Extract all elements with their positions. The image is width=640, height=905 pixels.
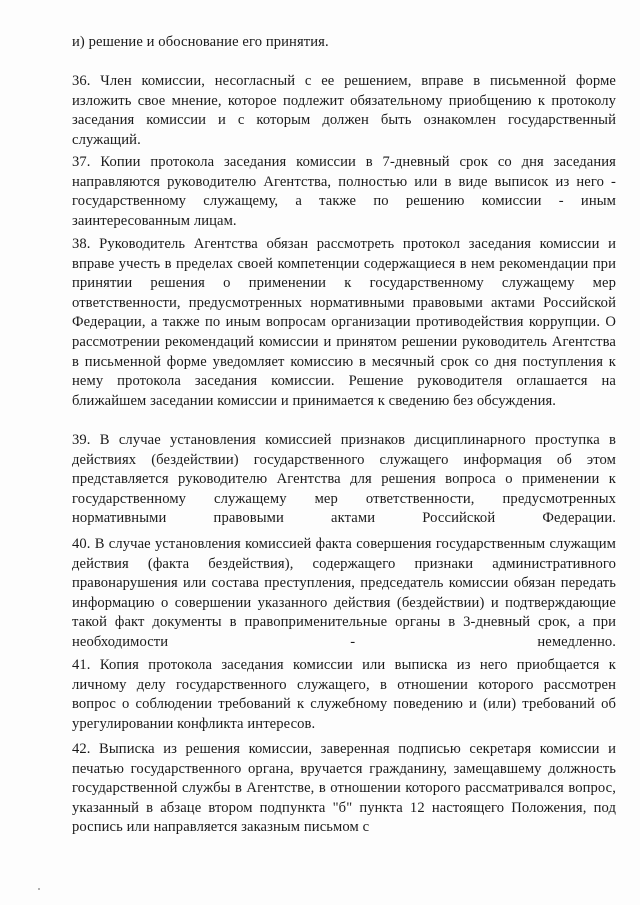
paragraph-42: 42. Выписка из решения комиссии, заверенная подписью секретаря комиссии и печатью государственного органа, вручается гражданину, замещавшему должность государственной службы в Агентстве, в отношении которого рассматривался вопрос, указанный в абзаце втором подпункта "б" пункта 12 настоящего Положения, под роспись или направляется заказным письмом с [72,741,616,836]
paragraph-39: 39. В случае установления комиссией признаков дисциплинарного проступка в действиях (бездействии) государственного служащего информация об этом представляется руководителю Агентства для решения вопроса о применении к государственному служащему мер ответственности, предусмотренных нормативными правовыми актами Российской Федерации. [72,432,616,527]
paragraph-38: 38. Руководитель Агентства обязан рассмотреть протокол заседания комиссии и вправе учесть в пределах своей компетенции содержащиеся в нем рекомендации при принятии решения о применении к государственному служащему мер ответственности, предусмотренных нормативными правовыми актами Российской Федерации, а также по иным вопросам организации противодействия коррупции. О рассмотрении рекомендаций комиссии и принятом решении руководитель Агентства в письменной форме уведомляет комиссию в месячный срок со дня поступления к нему протокола заседания комиссии. Решение руководителя оглашается на ближайшем заседании комиссии и принимается к сведению без обсуждения. [72,236,616,409]
paragraph-36: 36. Член комиссии, несогласный с ее решением, вправе в письменной форме изложить свое мнение, которое подлежит обязательному приобщению к протоколу заседания комиссии и с которым должен быть ознакомлен государственный служащий. [72,73,616,148]
paragraph-40: 40. В случае установления комиссией факта совершения государственным служащим действия (факта бездействия), содержащего признаки административного правонарушения или состава преступления, председатель комиссии обязан передать информацию о совершении указанного действия (бездействии) и подтверждающие такой факт документы в правоприменительные органы в 3-дневный срок, а при необходимости - немедленно. [72,536,616,650]
paragraph-37: 37. Копии протокола заседания комиссии в 7-дневный срок со дня заседания направляются руководителю Агентства, полностью или в виде выписок из него - государственному служащему, а также по решению комиссии - иным заинтересованным лицам. [72,154,616,229]
paragraph-41: 41. Копия протокола заседания комиссии или выписка из него приобщается к личному делу государственного служащего, в отношении которого рассмотрен вопрос о соблюдении требований к служебному поведению и (или) требований об урегулировании конфликта интересов. [72,657,616,732]
scan-speck [38,888,40,890]
paragraph-item-i: и) решение и обоснование его принятия. [72,34,329,50]
